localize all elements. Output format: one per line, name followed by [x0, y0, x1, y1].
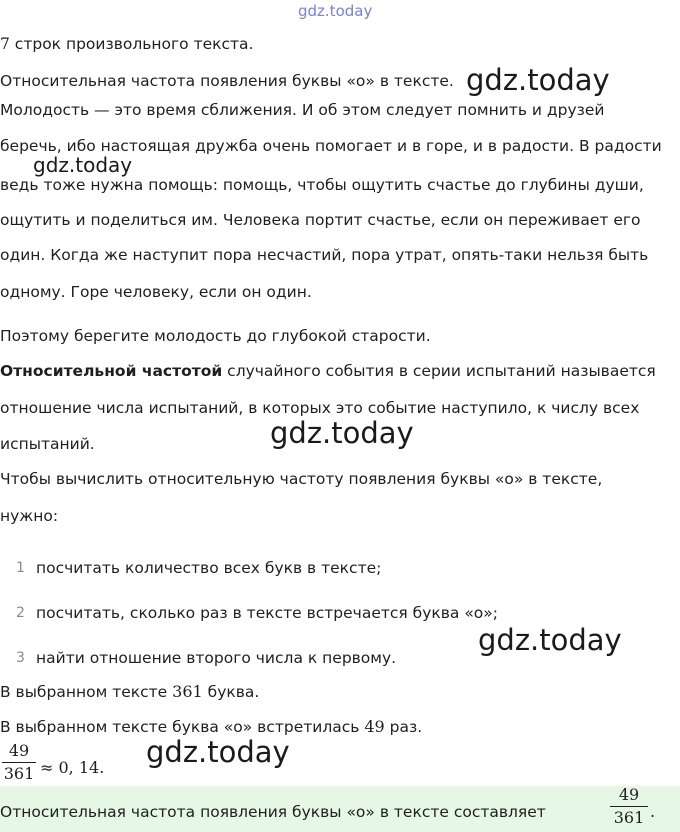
watermark: gdz.today: [478, 623, 622, 657]
result-number: 49: [364, 717, 385, 736]
watermark: gdz.today: [270, 416, 414, 450]
fraction-denominator: 361: [3, 764, 35, 783]
instruction-line: нужно:: [0, 507, 59, 525]
result-suffix: раз.: [384, 718, 423, 736]
calc-fraction: [2, 742, 36, 783]
result-number: 361: [172, 682, 203, 701]
passage-line: ведь тоже нужна помощь: помощь, чтобы ощутить счастье до глубины души,: [0, 176, 644, 194]
definition-text: случайного события в серии испытаний называется: [222, 362, 656, 380]
list-number: 1: [16, 560, 25, 576]
instruction-line: Чтобы вычислить относительную частоту появления буквы «о» в тексте,: [0, 470, 603, 488]
passage-line: Молодость — это время сближения. И об этом следует помнить и друзей: [0, 101, 605, 119]
answer-period: .: [650, 802, 656, 821]
calc-approx: ≈ 0, 14.: [40, 758, 105, 777]
answer-text: Относительная частота появления буквы «о» в тексте составляет: [0, 803, 546, 821]
list-number: 3: [16, 650, 25, 666]
passage-last-line: Поэтому берегите молодость до глубокой старости.: [0, 327, 431, 345]
answer-fraction: [610, 786, 648, 827]
result-suffix: буква.: [202, 683, 260, 701]
definition-line: отношение числа испытаний, в которых это событие наступило, к числу всех: [0, 399, 640, 417]
result-letter-o: [0, 717, 422, 737]
watermark: gdz.today: [466, 63, 610, 97]
fraction-numerator: 49: [618, 785, 640, 804]
fraction-denominator: 361: [613, 808, 645, 827]
list-number: 2: [16, 605, 25, 621]
fraction-bar: [2, 762, 36, 763]
definition-term: Относительной частотой: [0, 362, 223, 380]
passage-line: одному. Горе человеку, если он один.: [0, 283, 312, 301]
watermark: gdz.today: [146, 735, 290, 769]
task-text: строк произвольного текста.: [9, 35, 254, 53]
list-text: посчитать количество всех букв в тексте;: [36, 559, 382, 577]
passage-line: один. Когда же наступит пора несчастий, пора утрат, опять-таки нельзя быть: [0, 246, 649, 264]
watermark-top: gdz.today: [298, 2, 373, 20]
passage-line: ощутить и поделиться им. Человека портит счастье, если он переживает его: [0, 211, 641, 229]
list-text: найти отношение второго числа к первому.: [36, 649, 397, 667]
passage-line: беречь, ибо настоящая дружба очень помогает и в горе, и в радости. В радости: [0, 137, 662, 155]
fraction-numerator: 49: [8, 741, 30, 760]
result-prefix: В выбранном тексте буква «о» встретилась: [0, 718, 365, 736]
fraction-bar: [610, 806, 648, 807]
task-number: 7: [0, 35, 10, 53]
task-line: [0, 34, 253, 54]
list-text: посчитать, сколько раз в тексте встречается буква «о»;: [36, 604, 498, 622]
watermark: gdz.today: [33, 153, 133, 177]
result-total-letters: [0, 682, 259, 702]
definition-line: испытаний.: [0, 435, 95, 453]
result-prefix: В выбранном тексте: [0, 683, 173, 701]
definition-line: [0, 361, 656, 381]
title-line: Относительная частота появления буквы «о» в тексте.: [0, 72, 454, 90]
